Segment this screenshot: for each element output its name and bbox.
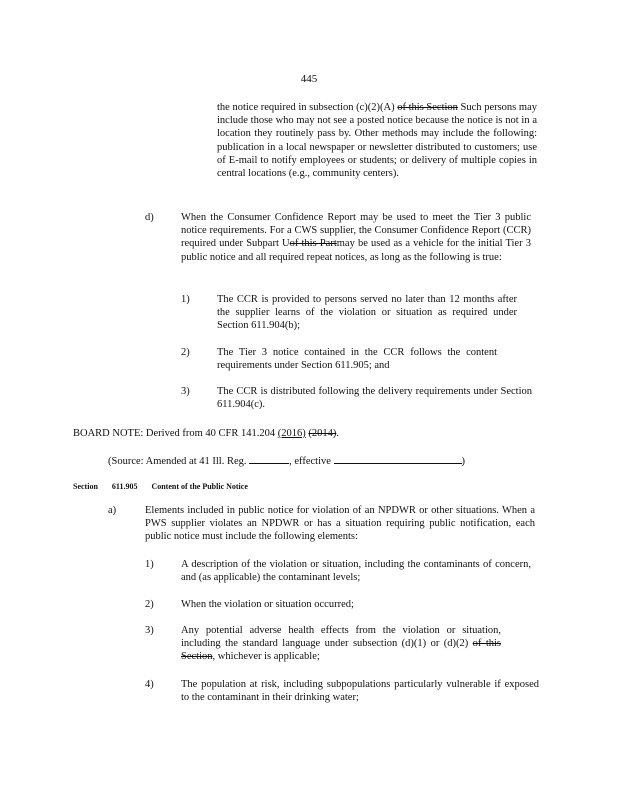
- item-d-struck-text: of this Part: [289, 238, 337, 250]
- item-a3-label: 3): [145, 625, 154, 636]
- item-d-paragraph: [181, 211, 531, 264]
- item-d3-label: 3): [181, 386, 190, 397]
- board-note-pre: BOARD NOTE: Derived from 40 CFR 141.204: [73, 428, 278, 439]
- item-a3-text-post: , whichever is applicable;: [212, 651, 320, 663]
- section-heading: [73, 480, 262, 493]
- section-title: Content of the Public Notice: [151, 482, 248, 491]
- item-a2-label: 2): [145, 599, 154, 610]
- intro-struck-text: of this Section: [397, 102, 458, 113]
- item-a3-text-pre: Any potential adverse health effects from the violation or situation, including the standard language under subsection (d)(1) or (d)(2): [181, 625, 501, 650]
- board-note-underlined: (2016): [277, 428, 306, 439]
- item-a4-text: The population at risk, including subpopulations particularly vulnerable if exposed to the contaminant in their drinking water;: [181, 679, 539, 704]
- item-d3-text: The CCR is distributed following the delivery requirements under Section 611.904(c).: [217, 386, 532, 411]
- item-d-label: d): [145, 212, 154, 223]
- item-a1-label: 1): [145, 559, 154, 570]
- source-line: [108, 453, 508, 468]
- intro-text-post: Such persons may include those who may not see a posted notice because the notice is not in a location they routinely pass by. Other methods may include the following: publication in a local newspaper or newsletter distributed to customers; use of E-mail to notify employees or students; or delivery of multiple copies in central locations (e.g., community centers).: [217, 102, 537, 180]
- board-note-post: .: [336, 428, 339, 439]
- board-note: [73, 427, 533, 440]
- intro-text-pre: the notice required in subsection (c)(2)(A): [217, 102, 398, 113]
- source-end: ): [461, 456, 466, 467]
- board-note-struck: (2014): [308, 428, 337, 439]
- source-mid: , effective: [289, 456, 331, 467]
- item-d2-label: 2): [181, 347, 190, 358]
- item-d1-label: 1): [181, 294, 190, 305]
- item-a-label: a): [108, 505, 117, 516]
- item-a3-struck-text: of this Section: [181, 638, 501, 663]
- item-d1-text: The CCR is provided to persons served no later than 12 months after the supplier learns of the violation or situation as required under Section 611.904(b);: [217, 294, 517, 332]
- item-d-text-pre: When the Consumer Confidence Report may be used to meet the Tier 3 public notice requirements. For a CWS supplier, the Consumer Confidence Report (CCR) required under Subpart U: [181, 212, 531, 250]
- item-d-text-post: may be used as a vehicle for the initial Tier 3 public notice and all required repeat notices, as long as the following is true:: [181, 238, 531, 263]
- section-word: Section: [73, 482, 98, 491]
- register-blank: [249, 453, 289, 464]
- item-a3-paragraph: [181, 624, 501, 664]
- item-a1-text: A description of the violation or situation, including the contaminants of concern, and (as applicable) the contaminant levels;: [181, 559, 531, 584]
- item-a4-label: 4): [145, 679, 154, 690]
- section-number: 611.905: [111, 482, 138, 491]
- source-pre: (Source: Amended at 41 Ill. Reg.: [108, 456, 247, 467]
- item-a2-text: When the violation or situation occurred;: [181, 599, 354, 610]
- item-a-text: Elements included in public notice for violation of an NPDWR or other situations. When a PWS supplier violates an NPDWR or has a situation requiring public notification, each public notice must include the following elements:: [145, 505, 535, 543]
- page-number: 445: [300, 73, 318, 85]
- intro-paragraph: [217, 101, 537, 180]
- effective-date-blank: [334, 453, 462, 464]
- item-d2-text: The Tier 3 notice contained in the CCR follows the content requirements under Section 611.905; and: [217, 347, 497, 372]
